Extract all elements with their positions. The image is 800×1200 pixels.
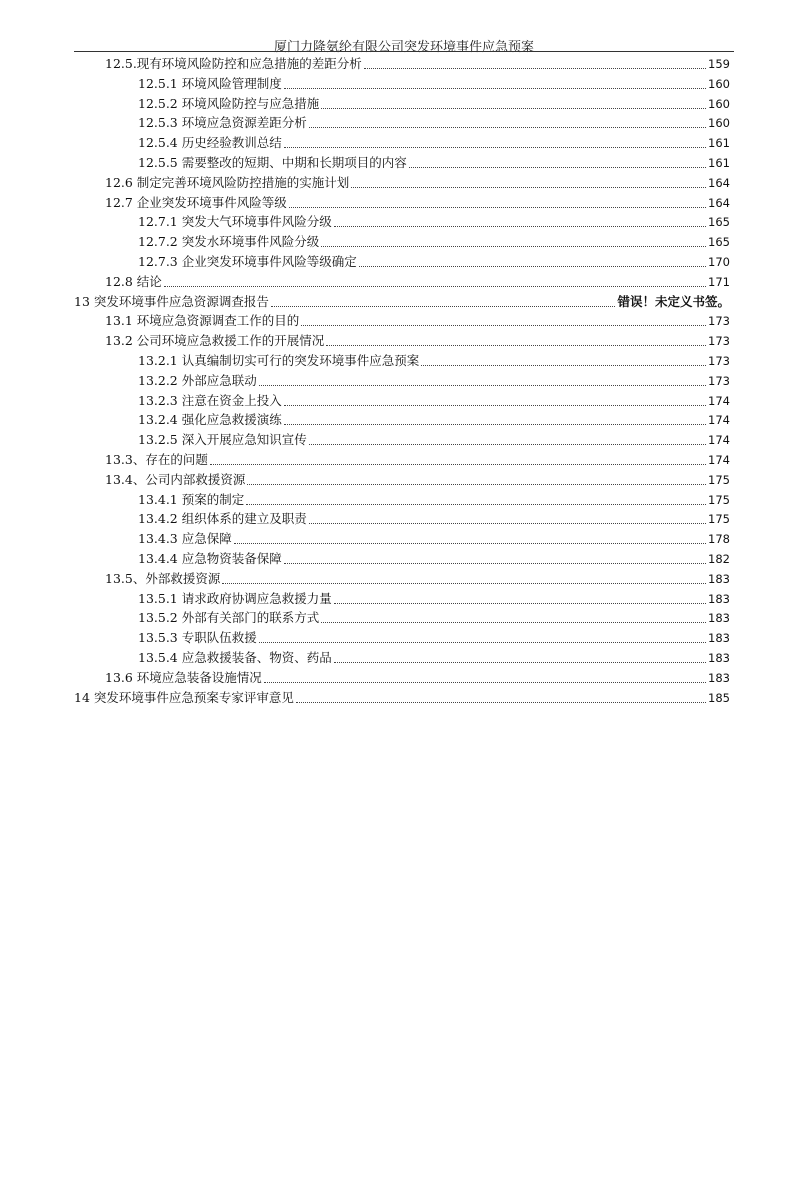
toc-entry[interactable]	[138, 94, 730, 114]
toc-dot-leader	[246, 503, 706, 505]
toc-entry[interactable]	[105, 470, 730, 490]
toc-entry-title: 13.5.4 应急救援装备、物资、药品	[138, 650, 332, 665]
header-divider	[74, 51, 734, 52]
toc-entry[interactable]	[138, 391, 730, 411]
toc-entry[interactable]	[138, 113, 730, 133]
toc-entry-page-number: 183	[708, 670, 730, 685]
toc-entry[interactable]	[138, 410, 730, 430]
toc-dot-leader	[284, 562, 706, 564]
toc-entry-page-number: 178	[708, 532, 730, 547]
toc-entry-title: 13.5.1 请求政府协调应急救援力量	[138, 590, 332, 606]
toc-entry-page-number: 174	[708, 393, 730, 408]
toc-entry-page-number: 183	[708, 611, 730, 626]
toc-dot-leader	[334, 661, 706, 663]
toc-entry-title: 12.5.2 环境风险防控与应急措施	[138, 95, 320, 111]
toc-entry-title: 12.7.3 企业突发环境事件风险等级确定	[138, 254, 357, 269]
toc-entry-page-number: 183	[708, 631, 730, 646]
toc-entry[interactable]	[138, 232, 730, 252]
toc-entry-page-number: 160	[708, 96, 730, 111]
toc-entry-page-number: 161	[708, 156, 730, 170]
toc-entry-page-number: 182	[708, 552, 730, 566]
toc-entry[interactable]	[138, 490, 730, 510]
toc-entry-page-number: 164	[708, 195, 730, 210]
toc-entry-title: 12.7.1 突发大气环境事件风险分级	[138, 214, 332, 230]
toc-entry-title: 13.3、存在的问题	[105, 452, 208, 467]
toc-entry-title: 12.8 结论	[105, 273, 162, 289]
toc-entry-page-number: 173	[708, 334, 730, 349]
toc-entry[interactable]	[105, 331, 730, 351]
toc-entry-page-number: 171	[708, 274, 730, 289]
toc-entry-page-number: 173	[708, 314, 730, 329]
toc-entry-page-number: 170	[708, 255, 730, 269]
toc-entry-page-number: 161	[708, 136, 730, 151]
toc-entry-title: 13.4.4 应急物资装备保障	[138, 551, 282, 566]
toc-entry[interactable]	[105, 173, 730, 193]
toc-entry[interactable]	[138, 133, 730, 153]
toc-entry-title: 13.2.5 深入开展应急知识宣传	[138, 432, 307, 448]
page-header-title: 厦门力隆氨纶有限公司突发环境事件应急预案	[273, 40, 534, 55]
toc-dot-leader	[334, 225, 706, 227]
toc-entry[interactable]	[138, 74, 730, 94]
toc-dot-leader	[321, 621, 706, 623]
toc-entry[interactable]	[138, 628, 730, 648]
toc-dot-leader	[210, 463, 706, 465]
toc-dot-leader	[326, 344, 706, 346]
toc-entry-title: 13.5.3 专职队伍救援	[138, 630, 257, 646]
toc-dot-leader	[284, 404, 706, 406]
toc-entry-title: 12.5.现有环境风险防控和应急措施的差距分析	[105, 56, 362, 71]
toc-dot-leader	[284, 423, 706, 425]
toc-entry[interactable]	[138, 212, 730, 232]
toc-entry-title: 13.2.1 认真编制切实可行的突发环境事件应急预案	[138, 353, 420, 368]
toc-dot-leader	[359, 265, 706, 267]
toc-entry[interactable]	[138, 648, 730, 668]
toc-dot-leader	[296, 701, 706, 703]
toc-dot-leader	[309, 443, 706, 445]
toc-entry-title: 13 突发环境事件应急资源调查报告	[74, 293, 269, 309]
toc-dot-leader	[321, 107, 706, 109]
toc-dot-leader	[321, 245, 706, 247]
toc-entry-page-number: 173	[708, 373, 730, 388]
toc-entry-page-number: 175	[708, 472, 730, 487]
toc-entry-page-number: 160	[708, 116, 730, 131]
toc-entry-page-number: 174	[708, 413, 730, 428]
toc-entry[interactable]	[105, 54, 730, 74]
toc-entry-title: 12.5.4 历史经验教训总结	[138, 135, 282, 151]
toc-entry[interactable]	[105, 193, 730, 213]
toc-entry-page-number: 165	[708, 215, 730, 230]
toc-entry-title: 13.5、外部救援资源	[105, 570, 221, 586]
toc-dot-leader	[284, 87, 706, 89]
toc-dot-leader	[164, 285, 706, 287]
toc-entry-page-number: 175	[708, 492, 730, 507]
toc-dot-leader	[247, 483, 706, 485]
toc-entry-title: 13.2.4 强化应急救援演练	[138, 412, 282, 428]
toc-dot-leader	[222, 582, 706, 584]
toc-entry[interactable]	[138, 509, 730, 529]
toc-entry-title: 12.5.1 环境风险管理制度	[138, 75, 282, 91]
toc-dot-leader	[264, 681, 706, 683]
toc-dot-leader	[289, 206, 706, 208]
toc-entry-page-number: 183	[708, 571, 730, 586]
toc-entry[interactable]	[138, 153, 730, 173]
toc-entry[interactable]	[105, 272, 730, 292]
toc-entry-title: 13.4.3 应急保障	[138, 531, 232, 547]
toc-dot-leader	[259, 641, 706, 643]
toc-dot-leader	[309, 126, 706, 128]
toc-entry[interactable]	[74, 688, 730, 708]
toc-entry[interactable]	[138, 549, 730, 569]
toc-dot-leader	[409, 166, 706, 168]
toc-entry-page-number: 165	[708, 235, 730, 250]
toc-entry[interactable]	[105, 311, 730, 331]
toc-entry-title: 14 突发环境事件应急预案专家评审意见	[74, 689, 294, 705]
toc-dot-leader	[301, 324, 706, 326]
toc-entry[interactable]	[138, 351, 730, 371]
toc-entry[interactable]	[138, 371, 730, 391]
toc-entry-title: 13.1 环境应急资源调查工作的目的	[105, 313, 300, 329]
toc-entry-title: 12.5.3 环境应急资源差距分析	[138, 115, 307, 131]
toc-dot-leader	[234, 542, 706, 544]
toc-entry[interactable]	[105, 450, 730, 470]
toc-dot-leader	[364, 67, 706, 69]
toc-entry-title: 12.7 企业突发环境事件风险等级	[105, 194, 287, 210]
toc-dot-leader	[334, 602, 706, 604]
toc-entry-page-number: 164	[708, 175, 730, 190]
toc-entry-page-number: 183	[708, 651, 730, 665]
toc-entry-title: 13.4、公司内部救援资源	[105, 471, 246, 487]
toc-entry[interactable]	[74, 292, 730, 312]
toc-entry[interactable]	[138, 608, 730, 628]
toc-entry[interactable]	[138, 529, 730, 549]
toc-entry-page-number: 185	[708, 690, 730, 705]
toc-entry-page-number: 159	[708, 57, 730, 71]
toc-dot-leader	[351, 186, 706, 188]
toc-dot-leader	[309, 522, 706, 524]
toc-entry[interactable]	[105, 569, 730, 589]
toc-entry[interactable]	[105, 668, 730, 688]
toc-entry-page-number: 173	[708, 354, 730, 368]
toc-dot-leader	[271, 305, 616, 307]
toc-entry-page-number: 183	[708, 591, 730, 606]
toc-entry-title: 13.2.3 注意在资金上投入	[138, 392, 282, 408]
toc-entry-title: 12.6 制定完善环境风险防控措施的实施计划	[105, 174, 350, 190]
toc-entry[interactable]	[138, 430, 730, 450]
toc-entry-title: 13.4.2 组织体系的建立及职责	[138, 511, 307, 527]
toc-entry[interactable]	[138, 589, 730, 609]
toc-entry-page-number: 174	[708, 453, 730, 467]
toc-entry-title: 13.2 公司环境应急救援工作的开展情况	[105, 333, 325, 349]
toc-dot-leader	[259, 384, 706, 386]
toc-entry-title: 13.4.1 预案的制定	[138, 491, 245, 507]
toc-entry-title: 13.2.2 外部应急联动	[138, 372, 257, 388]
toc-entry-page-number: 174	[708, 433, 730, 448]
toc-entry-error-text: 错误！未定义书签。	[617, 293, 730, 309]
toc-entry-title: 12.7.2 突发水环境事件风险分级	[138, 234, 320, 250]
toc-entry-title: 12.5.5 需要整改的短期、中期和长期项目的内容	[138, 155, 407, 170]
toc-entry[interactable]	[138, 252, 730, 272]
toc-entry-title: 13.6 环境应急装备设施情况	[105, 669, 262, 685]
toc-entry-page-number: 160	[708, 76, 730, 91]
toc-entry-title: 13.5.2 外部有关部门的联系方式	[138, 610, 320, 626]
toc-dot-leader	[284, 146, 706, 148]
toc-entry-page-number: 175	[708, 512, 730, 527]
toc-dot-leader	[421, 364, 706, 366]
